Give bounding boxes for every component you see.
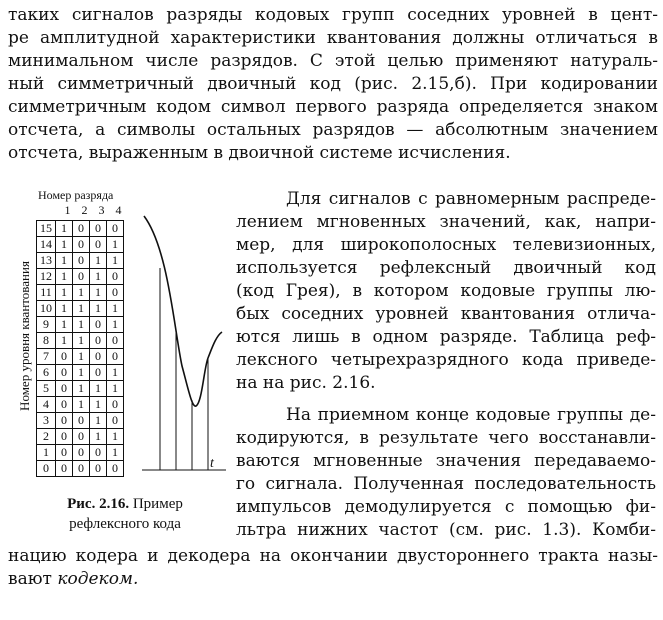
table-row (37, 381, 124, 397)
text-line: на на рис. 2.16. (236, 373, 376, 393)
bit-cell: 1 (73, 333, 90, 349)
bit-cell: 0 (107, 349, 124, 365)
level-cell: 14 (37, 237, 56, 253)
bit-cell: 0 (73, 253, 90, 269)
digit-header: 2 (81, 203, 88, 217)
signal-curve (144, 216, 222, 406)
bit-cell: 1 (90, 397, 107, 413)
bit-cell: 0 (73, 221, 90, 237)
level-cell: 12 (37, 269, 56, 285)
bit-cell: 1 (90, 429, 107, 445)
level-cell: 1 (37, 445, 56, 461)
bit-cell: 1 (90, 285, 107, 301)
table-row (37, 317, 124, 333)
bit-cell: 0 (90, 237, 107, 253)
bit-cell: 0 (107, 461, 124, 477)
text-line: Для сигналов с равномерным распреде- (286, 189, 656, 209)
bit-cell: 1 (90, 301, 107, 317)
text-line: лексного четырехразрядного кода приведе- (236, 350, 656, 370)
text-line: бых соседних уровней квантования отлича- (236, 304, 656, 324)
bit-cell: 0 (56, 349, 73, 365)
table-row (37, 333, 124, 349)
time-axis-label: t (210, 456, 214, 471)
caption-text: рефлексного кода (69, 516, 181, 532)
text-line: симметричным кодом символ первого разряда определяется знаком (8, 97, 658, 117)
bit-cell: 0 (73, 461, 90, 477)
level-cell: 5 (37, 381, 56, 397)
bit-cell: 1 (73, 285, 90, 301)
text-line: мер, для широкополосных телевизионных, (236, 235, 656, 255)
bit-cell: 1 (107, 445, 124, 461)
text-line: кодируются, в результате чего восстанавли- (236, 428, 656, 448)
table-row (37, 301, 124, 317)
bit-cell: 1 (56, 317, 73, 333)
text-line: ный симметричный двоичный код (рис. 2.15,б). При кодировании (8, 74, 658, 94)
level-cell: 7 (37, 349, 56, 365)
table-row (37, 365, 124, 381)
bit-cell: 1 (73, 349, 90, 365)
digit-header: 3 (98, 203, 105, 217)
bit-cell: 1 (90, 381, 107, 397)
table-row (37, 461, 124, 477)
bit-cell: 1 (56, 269, 73, 285)
bit-cell: 0 (90, 349, 107, 365)
bit-cell: 0 (90, 333, 107, 349)
bit-cell: 0 (56, 429, 73, 445)
text-line: (код Грея), в котором кодовые группы лю- (236, 281, 656, 301)
digit-header: 1 (64, 203, 71, 217)
table-row (37, 237, 124, 253)
bit-cell: 1 (107, 429, 124, 445)
table-row (37, 445, 124, 461)
bit-cell: 1 (56, 221, 73, 237)
text-line: ваются мгновенные значения передаваемо- (236, 451, 656, 471)
level-cell: 2 (37, 429, 56, 445)
bit-cell: 0 (73, 445, 90, 461)
text-fragment: вают (8, 569, 58, 589)
bit-cell: 1 (73, 301, 90, 317)
text-line: ре амплитудной характеристики квантования должны отличаться в (8, 28, 658, 48)
bit-cell: 0 (73, 413, 90, 429)
table-row (37, 285, 124, 301)
bit-cell: 0 (107, 333, 124, 349)
bit-cell: 0 (107, 221, 124, 237)
bit-cell: 1 (56, 253, 73, 269)
text-line: нацию кодера и декодера на окончании двустороннего тракта назы- (8, 546, 658, 566)
text-line: ются лишь в одном разряде. Таблица реф- (236, 327, 656, 347)
bit-cell: 1 (90, 413, 107, 429)
text-line: лением мгновенных значений, как, напри- (236, 212, 656, 232)
bit-cell: 0 (107, 285, 124, 301)
bit-cell: 0 (90, 445, 107, 461)
bit-cell: 0 (90, 317, 107, 333)
bit-cell: 0 (107, 397, 124, 413)
text-line: таких сигналов разряды кодовых групп соседних уровней в цент- (8, 5, 658, 25)
bit-cell: 1 (107, 253, 124, 269)
bit-cell: 1 (73, 317, 90, 333)
bit-cell: 0 (56, 413, 73, 429)
text-line: го сигнала. Полученная последовательность (236, 474, 656, 494)
signal-plot (138, 208, 230, 488)
bit-cell: 1 (107, 381, 124, 397)
bit-cell: 1 (73, 397, 90, 413)
bit-cell: 1 (56, 237, 73, 253)
text-line: минимальном числе разрядов. С этой целью применяют натураль- (8, 51, 658, 71)
text-line: отсчета, а символы остальных разрядов — абсолютным значением (8, 120, 658, 140)
bit-cell: 0 (56, 381, 73, 397)
bit-cell: 1 (107, 317, 124, 333)
bit-cell: 1 (73, 365, 90, 381)
bit-cell: 1 (107, 237, 124, 253)
bit-cell: 0 (107, 269, 124, 285)
text-line: На приемном конце кодовые группы де- (286, 405, 656, 425)
table-row (37, 413, 124, 429)
bit-cell: 1 (90, 269, 107, 285)
level-cell: 10 (37, 301, 56, 317)
code-table (36, 220, 124, 477)
table-row (37, 349, 124, 365)
level-cell: 13 (37, 253, 56, 269)
figure-reflex-code (8, 188, 230, 528)
bit-cell: 0 (56, 365, 73, 381)
digit-header: 4 (115, 203, 122, 217)
level-cell: 8 (37, 333, 56, 349)
bit-cell: 0 (73, 237, 90, 253)
bit-cell: 1 (56, 285, 73, 301)
table-row (37, 429, 124, 445)
bit-cell: 0 (90, 461, 107, 477)
level-cell: 9 (37, 317, 56, 333)
text-line: импульсов демодулируется с помощью фи- (236, 497, 656, 517)
bit-cell: 0 (73, 269, 90, 285)
bit-cell: 1 (56, 333, 73, 349)
bit-cell: 0 (73, 429, 90, 445)
bit-cell: 0 (107, 413, 124, 429)
digit-headers (59, 203, 139, 218)
level-cell: 0 (37, 461, 56, 477)
caption-text: Пример (132, 496, 183, 512)
vertical-axis-label: Номер уровня квантования (17, 261, 32, 411)
level-cell: 6 (37, 365, 56, 381)
table-row (37, 397, 124, 413)
bit-cell: 0 (56, 445, 73, 461)
table-row (37, 221, 124, 237)
level-cell: 4 (37, 397, 56, 413)
figure-caption (20, 494, 230, 534)
bit-cell: 1 (90, 253, 107, 269)
bit-cell: 0 (56, 461, 73, 477)
bit-cell: 0 (56, 397, 73, 413)
text-line (8, 568, 138, 590)
figure-header: Номер разряда (38, 188, 114, 202)
text-line: используется рефлексный двоичный код (236, 258, 656, 278)
text-line: льтра нижних частот (см. рис. 1.3). Комби- (236, 520, 656, 540)
bit-cell: 1 (73, 381, 90, 397)
level-cell: 15 (37, 221, 56, 237)
bit-cell: 0 (90, 221, 107, 237)
bit-cell: 1 (56, 301, 73, 317)
term-codec: кодеком. (57, 569, 139, 589)
level-cell: 11 (37, 285, 56, 301)
table-row (37, 253, 124, 269)
bit-cell: 0 (90, 365, 107, 381)
text-line: отсчета, выраженным в двоичной системе исчисления. (8, 143, 511, 163)
table-row (37, 269, 124, 285)
caption-number: Рис. 2.16. (67, 496, 130, 512)
bit-cell: 1 (107, 365, 124, 381)
level-cell: 3 (37, 413, 56, 429)
bit-cell: 1 (107, 301, 124, 317)
